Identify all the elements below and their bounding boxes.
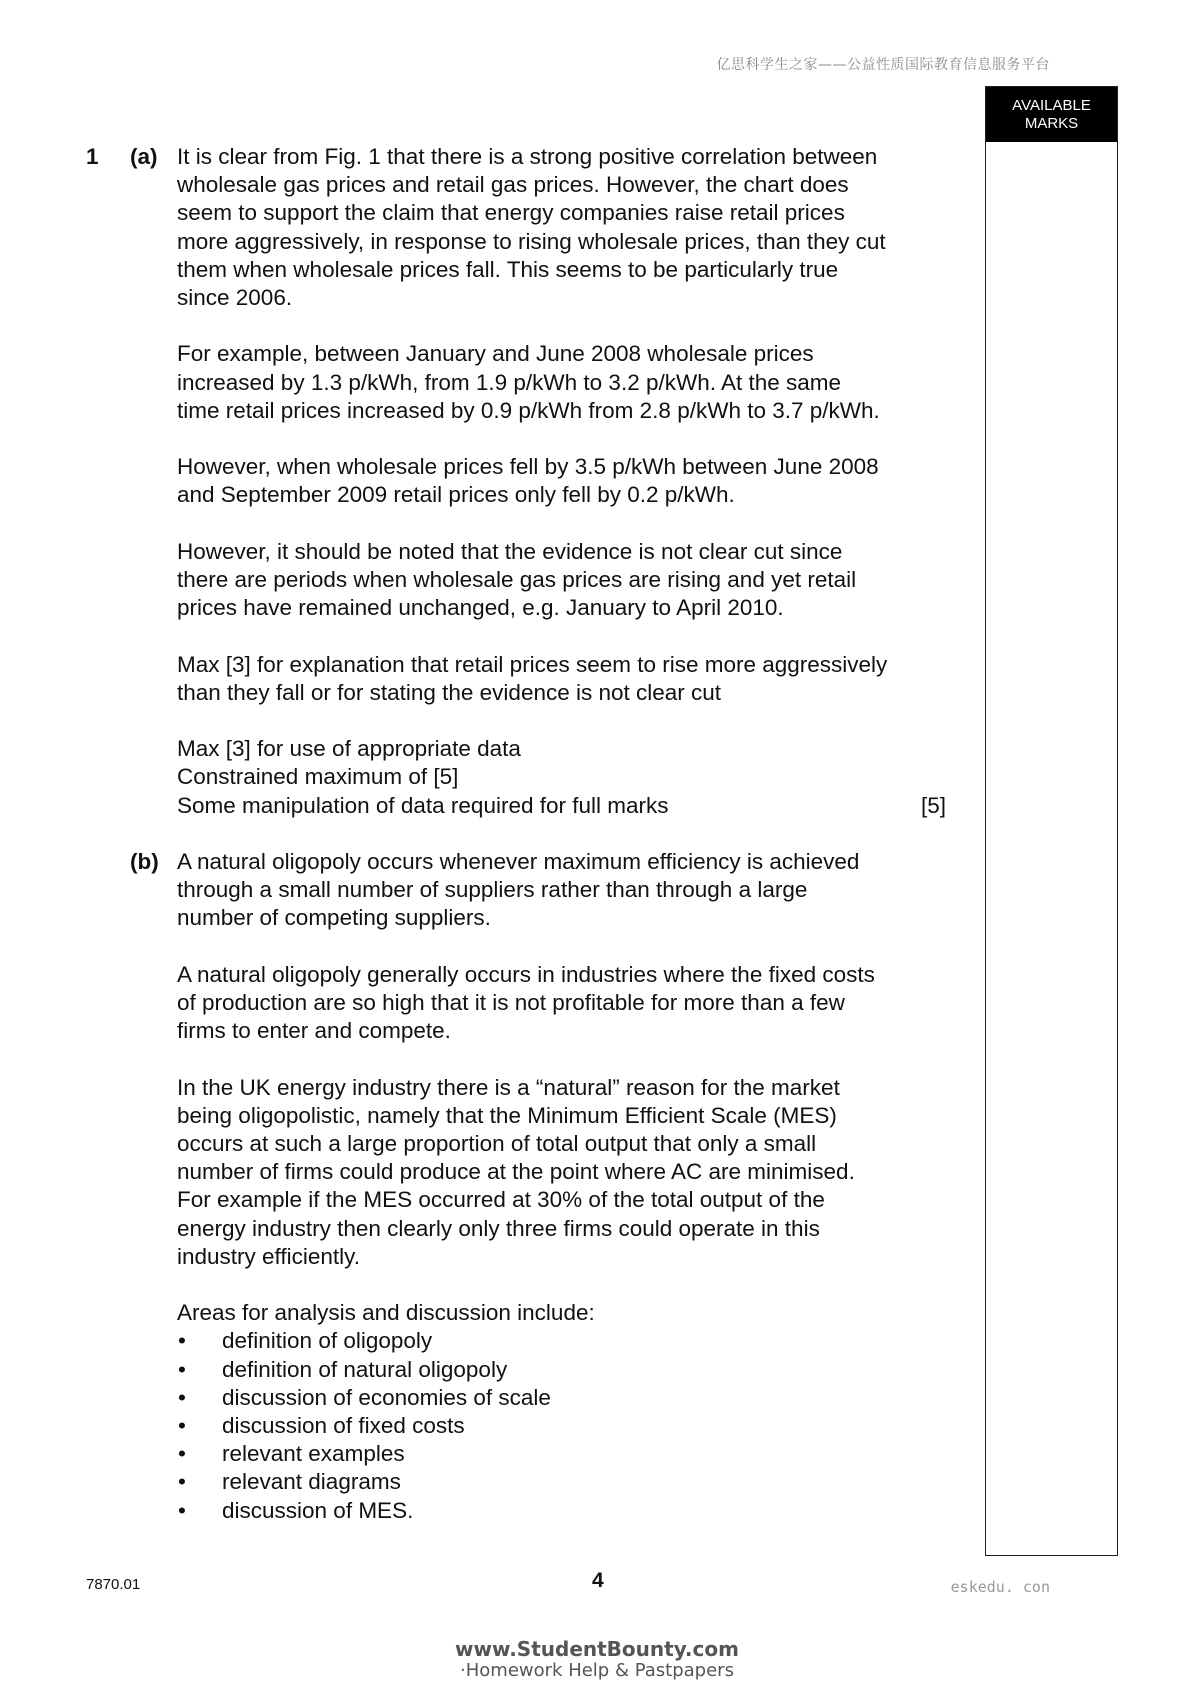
bullet-icon: • <box>178 1328 186 1354</box>
marks-header-line2: MARKS <box>1024 114 1079 132</box>
watermark <box>452 1638 742 1682</box>
list-item-text: relevant diagrams <box>222 1469 401 1495</box>
text-line: However, it should be noted that the evidence is not clear cut since <box>177 538 843 564</box>
bullet-icon: • <box>178 1441 186 1467</box>
final-line-text: Some manipulation of data required for full marks <box>177 792 669 818</box>
list-item-text: definition of natural oligopoly <box>222 1356 508 1382</box>
bullet-icon: • <box>178 1497 186 1523</box>
text-line: there are periods when wholesale gas prices are rising and yet retail <box>177 567 857 592</box>
header-note: 亿思科学生之家——公益性质国际教育信息服务平台 <box>716 57 1050 73</box>
footer-site: eskedu. con <box>950 1578 1050 1596</box>
text-line: For example if the MES occurred at 30% of the total output of the <box>177 1187 825 1213</box>
watermark-line2: ·Homework Help & Pastpapers <box>460 1660 734 1681</box>
analysis-areas-list <box>177 1327 946 1524</box>
text-line: A natural oligopoly occurs whenever maximum efficiency is achieved <box>177 848 860 874</box>
part-a-label: (a) <box>130 144 158 169</box>
list-item <box>177 1412 946 1440</box>
paper-code: 7870.01 <box>86 1576 141 1593</box>
text-line: of production are so high that it is not profitable for more than a few <box>177 989 845 1015</box>
part-a-paragraph <box>177 340 946 425</box>
text-line: occurs at such a large proportion of total output that only a small <box>177 1130 817 1156</box>
marks-award: [5] <box>920 792 946 818</box>
list-item <box>177 1440 946 1468</box>
list-item <box>177 1384 946 1412</box>
mark-scheme-content <box>86 143 946 1525</box>
text-line: wholesale gas prices and retail gas prices. However, the chart does <box>177 172 849 198</box>
text-line: firms to enter and compete. <box>177 1018 451 1044</box>
text-line: Max [3] for explanation that retail prices seem to rise more aggressively <box>177 651 888 677</box>
text-line: and September 2009 retail prices only fell by 0.2 p/kWh. <box>177 482 735 508</box>
list-item-text: discussion of fixed costs <box>222 1413 465 1438</box>
text-line: seem to support the claim that energy companies raise retail prices <box>177 200 845 226</box>
question-part-b <box>86 848 946 1525</box>
text-line: number of firms could produce at the point where AC are minimised. <box>177 1159 855 1185</box>
text-line: Max [3] for use of appropriate data <box>177 736 521 762</box>
bullet-icon: • <box>178 1356 186 1382</box>
part-b-label: (b) <box>130 848 159 874</box>
text-line: industry efficiently. <box>177 1243 360 1269</box>
text-line: them when wholesale prices fall. This seems to be particularly true <box>177 256 839 282</box>
part-a-mark-guidance <box>177 735 946 820</box>
part-b-paragraph <box>177 848 946 933</box>
list-item-text: discussion of MES. <box>222 1497 414 1523</box>
part-b-paragraph <box>177 961 946 1046</box>
text-line: being oligopolistic, namely that the Minimum Efficient Scale (MES) <box>177 1102 837 1128</box>
bullet-icon: • <box>178 1469 186 1495</box>
list-item <box>177 1497 946 1525</box>
text-line: time retail prices increased by 0.9 p/kWh from 2.8 p/kWh to 3.7 p/kWh. <box>177 397 880 423</box>
text-line: increased by 1.3 p/kWh, from 1.9 p/kWh to 3.2 p/kWh. At the same <box>177 369 842 395</box>
text-line: than they fall or for stating the evidence is not clear cut <box>177 679 722 705</box>
text-line: A natural oligopoly generally occurs in industries where the fixed costs <box>177 961 875 987</box>
text-line: It is clear from Fig. 1 that there is a strong positive correlation between <box>177 144 878 169</box>
available-marks-header <box>986 87 1117 142</box>
list-item <box>177 1356 946 1384</box>
available-marks-column <box>985 86 1118 1556</box>
part-a-paragraph <box>177 143 946 312</box>
list-item-text: discussion of economies of scale <box>222 1384 551 1410</box>
text-line: through a small number of suppliers rather than through a large <box>177 877 808 903</box>
text-line: However, when wholesale prices fell by 3.5 p/kWh between June 2008 <box>177 454 879 480</box>
text-line: number of competing suppliers. <box>177 905 491 931</box>
part-a-paragraph <box>177 538 946 623</box>
list-item-text: definition of oligopoly <box>222 1328 433 1354</box>
list-item <box>177 1327 946 1355</box>
text-line: energy industry then clearly only three firms could operate in this <box>177 1215 820 1241</box>
text-line: For example, between January and June 2008 wholesale prices <box>177 341 814 367</box>
text-line: since 2006. <box>177 285 293 311</box>
question-part-a <box>86 143 946 820</box>
text-line: In the UK energy industry there is a “natural” reason for the market <box>177 1074 840 1100</box>
list-intro: Areas for analysis and discussion include: <box>177 1300 595 1326</box>
part-a-paragraph <box>177 651 946 707</box>
list-item <box>177 1468 946 1496</box>
final-mark-line <box>177 792 946 820</box>
bullet-icon: • <box>178 1413 186 1438</box>
list-item-text: relevant examples <box>222 1441 405 1467</box>
part-b-list-section <box>177 1299 946 1525</box>
text-line: more aggressively, in response to rising wholesale prices, than they cut <box>177 228 886 254</box>
page-number: 4 <box>592 1569 604 1592</box>
bullet-icon: • <box>178 1384 186 1410</box>
text-line: prices have remained unchanged, e.g. January to April 2010. <box>177 595 784 621</box>
text-line: Constrained maximum of [5] <box>177 764 459 790</box>
watermark-line1: www.StudentBounty.com <box>455 1637 739 1661</box>
question-number: 1 <box>86 144 99 169</box>
part-b-paragraph <box>177 1074 946 1271</box>
part-a-paragraph <box>177 453 946 509</box>
marks-header-line1: AVAILABLE <box>1012 96 1091 114</box>
